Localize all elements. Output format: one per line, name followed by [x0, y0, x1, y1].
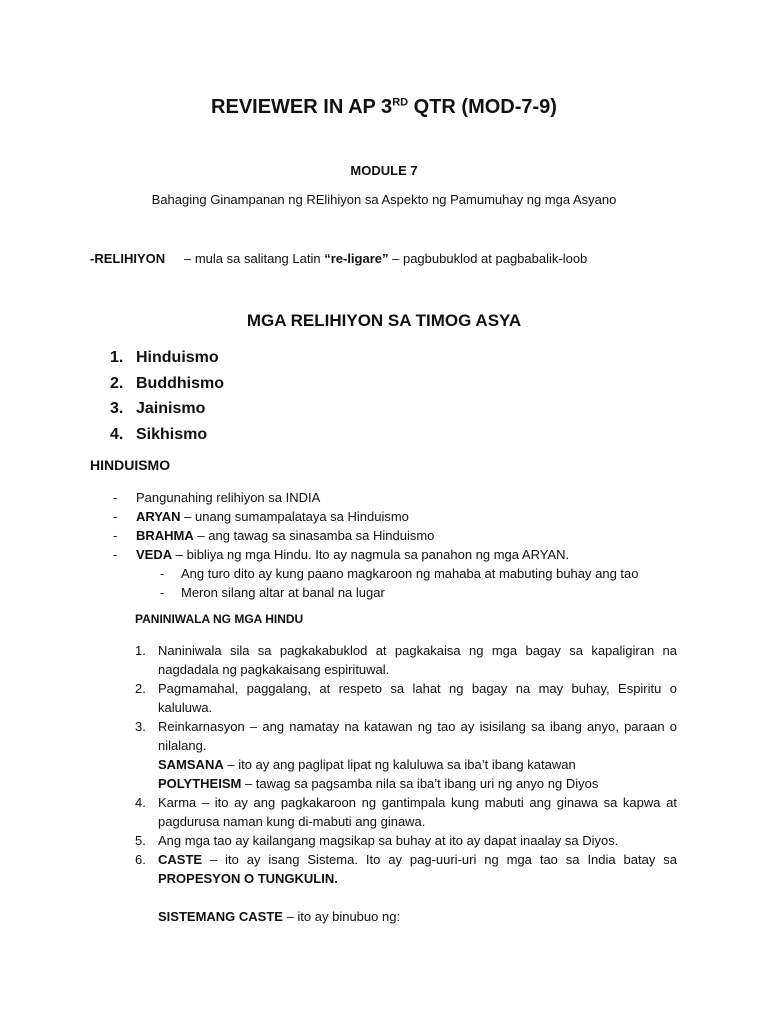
belief-text: Naniniwala sila sa pagkakabuklod at pagkakaisa ng mga bagay sa kapaligiran na nagdadala ng pagkakaisang espirituwal. — [158, 643, 677, 677]
sistemang-caste-text: – ito ay binubuo ng: — [282, 909, 401, 924]
list-item — [113, 545, 569, 564]
dash-bullet: - — [113, 490, 118, 505]
polytheism-line — [158, 774, 598, 793]
module-subtitle: Bahaging Ginampanan ng RElihiyon sa Aspekto ng Pamumuhay ng mga Asyano — [151, 192, 617, 207]
title-main: REVIEWER IN AP 3 — [211, 96, 393, 118]
list-number: 1. — [110, 349, 124, 366]
list-item — [110, 422, 224, 448]
dash-bullet: - — [160, 585, 165, 600]
samsana-text: – ito ay ang paglipat lipat ng kaluluwa sa iba’t ibang katawan — [223, 757, 576, 772]
belief-number: 6. — [135, 852, 146, 867]
polytheism-term: POLYTHEISM — [158, 776, 242, 791]
list-item — [110, 371, 224, 397]
definition-term: -RELIHIYON — [90, 251, 166, 266]
veda-sub-facts — [160, 564, 639, 602]
religion-name: Jainismo — [136, 400, 206, 417]
relihiyon-definition — [90, 251, 587, 266]
sub-fact-text: Meron silang altar at banal na lugar — [181, 585, 385, 600]
belief-text: Reinkarnasyon – ang namatay na katawan ng tao ay isisilang sa ibang anyo, paraan o nilalang. — [158, 719, 677, 753]
list-item — [113, 526, 569, 545]
belief-number: 2. — [135, 681, 146, 696]
fact-text: Pangunahing relihiyon sa INDIA — [136, 490, 321, 505]
belief-text: Ang mga tao ay kailangang magsikap sa buhay at ito ay dapat inaalay sa Diyos. — [158, 833, 619, 848]
fact-term: BRAHMA — [136, 528, 194, 543]
belief-text: Pagmamahal, paggalang, at respeto sa lahat ng bagay na may buhay, Espiritu o kaluluwa. — [158, 681, 677, 715]
religion-name: Buddhismo — [136, 374, 224, 392]
definition-post: – pagbubuklod at pagbabalik-loob — [388, 251, 588, 266]
list-number: 2. — [110, 374, 124, 392]
belief-item — [135, 717, 677, 755]
module-heading: MODULE 7 — [350, 163, 418, 178]
caste-tail: PROPESYON O TUNGKULIN. — [158, 871, 338, 886]
belief-number: 5. — [135, 833, 146, 848]
list-item — [113, 507, 569, 526]
list-item — [110, 345, 224, 371]
dash-bullet: - — [113, 547, 118, 562]
belief-item — [135, 850, 677, 888]
religion-name: Hinduismo — [136, 349, 219, 366]
sub-fact-text: Ang turo dito ay kung paano magkaroon ng mahaba at mabuting buhay ang tao — [181, 566, 639, 581]
belief-number: 3. — [135, 719, 146, 734]
hinduismo-heading: HINDUISMO — [90, 457, 171, 473]
polytheism-text: – tawag sa pagsamba nila sa iba’t ibang uri ng anyo ng Diyos — [241, 776, 599, 791]
belief-number: 1. — [135, 643, 146, 658]
definition-quote: “re-ligare” — [324, 251, 389, 266]
hinduismo-facts — [113, 488, 569, 564]
fact-text: – ang tawag sa sinasamba sa Hinduismo — [193, 528, 435, 543]
list-item — [160, 564, 639, 583]
sistemang-caste-line — [158, 907, 400, 926]
definition-pre: – mula sa salitang Latin — [184, 251, 325, 266]
caste-text: – ito ay isang Sistema. Ito ay pag-uuri-uri ng mga tao sa India batay sa — [202, 852, 677, 867]
religion-list — [110, 345, 224, 447]
samsana-term: SAMSANA — [158, 757, 224, 772]
title-rest: QTR (MOD-7-9) — [408, 96, 557, 118]
belief-item — [135, 793, 677, 831]
belief-number: 4. — [135, 795, 146, 810]
list-number: 4. — [110, 425, 124, 443]
belief-text: Karma – ito ay ang pagkakaroon ng gantimpala kung mabuti ang ginawa sa kapwa at pagdurusa naman kung di-mabuti ang ginawa. — [158, 795, 677, 829]
section-title: MGA RELIHIYON SA TIMOG ASYA — [246, 311, 522, 330]
dash-bullet: - — [113, 509, 118, 524]
caste-term: CASTE — [158, 852, 203, 867]
paniniwala-heading: PANINIWALA NG MGA HINDU — [135, 612, 304, 626]
list-number: 3. — [110, 400, 124, 417]
belief-item — [135, 641, 677, 679]
fact-term: VEDA — [136, 547, 173, 562]
dash-bullet: - — [160, 566, 165, 581]
belief-item — [135, 679, 677, 717]
fact-text: – bibliya ng mga Hindu. Ito ay nagmula sa panahon ng mga ARYAN. — [172, 547, 570, 562]
sistemang-caste-term: SISTEMANG CASTE — [158, 909, 283, 924]
religion-name: Sikhismo — [136, 425, 208, 443]
list-item — [113, 488, 569, 507]
dash-bullet: - — [113, 528, 118, 543]
samsana-line — [158, 755, 576, 774]
fact-term: ARYAN — [136, 509, 181, 524]
belief-item — [135, 831, 677, 850]
list-item — [110, 396, 224, 422]
list-item — [160, 583, 639, 602]
belief-text — [158, 850, 677, 888]
fact-text: – unang sumampalataya sa Hinduismo — [180, 509, 409, 524]
page-title — [0, 96, 768, 119]
title-superscript: RD — [392, 96, 409, 109]
